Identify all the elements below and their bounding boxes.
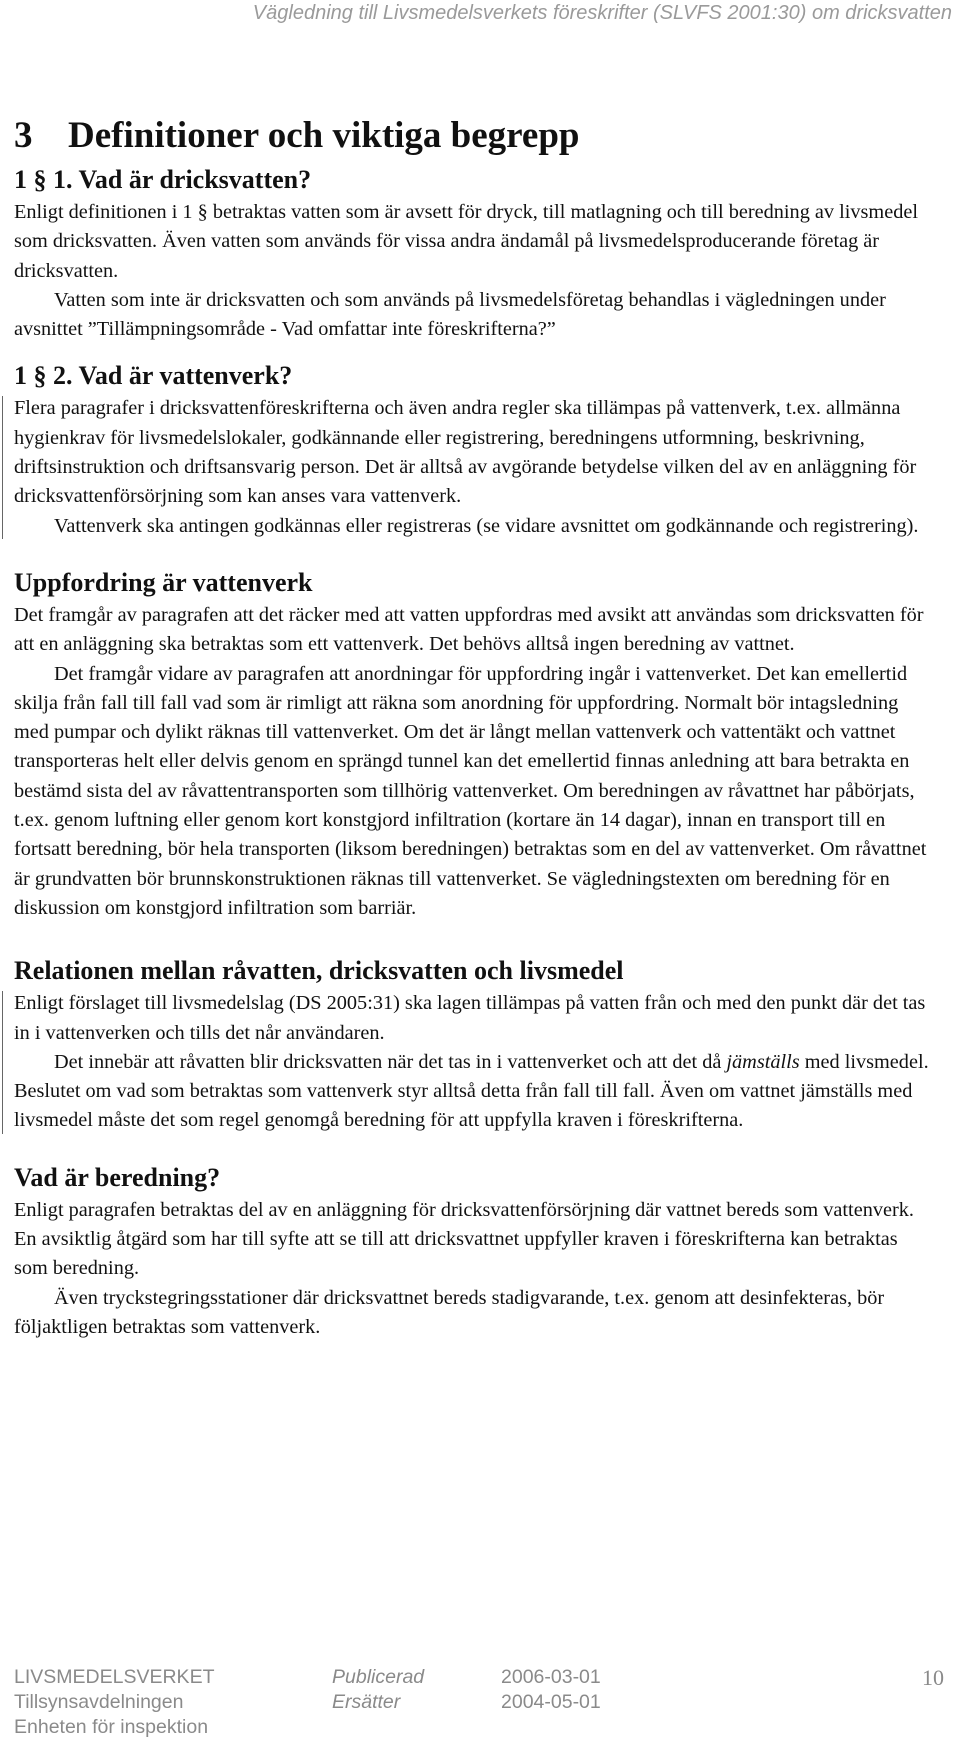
section-heading: Vad är beredning? (14, 1162, 221, 1192)
section-heading: 1 § 1. Vad är dricksvatten? (14, 165, 312, 194)
published-label: Publicerad (332, 1666, 425, 1688)
paragraph: Även tryckstegringsstationer där dricksvattnet bereds stadigvarande, t.ex. genom att desinfekteras, bör följaktligen betraktas som vattenverk. (14, 1286, 885, 1338)
chapter-title-text: Definitioner och viktiga begrepp (68, 115, 580, 156)
chapter-number: 3 (14, 115, 33, 156)
replaces-date: 2004-05-01 (501, 1691, 601, 1713)
paragraph: Det framgår vidare av paragrafen att anordningar för uppfordring ingår i vattenverket. Det kan emellertid skilja från fall till fall vad som är rimligt att räkna som anordning för uppfordring. Normalt bör intagsledning med pumpar och dylikt räknas till vattenverket. Om det är långt mellan vattenverk och vattentäkt och vattnet transporteras helt eller delvis genom en sprängd tunnel kan det emellertid finnas anledning att bara betrakta en bestämd sista del av råvattentransporten som tillhörig vattenverket. Om beredningen av råvattnet har påbörjats, t.ex. genom luftning eller genom kort konstgjord infiltration (kortare än 14 dagar), innan en transport till en fortsatt beredning, bör hela transporten (liksom beredningen) betraktas som en del av vattenverket. Om råvattnet är grundvatten bör brunnskonstruktionen räknas till vattenverket. Se vägledningstexten om beredning för en diskussion om konstgjord infiltration som barriär. (14, 662, 927, 919)
footer-org-line: LIVSMEDELSVERKET (14, 1666, 215, 1688)
paragraph: Flera paragrafer i dricksvattenföreskrifterna och även andra regler ska tillämpas på vattenverk, t.ex. allmänna hygienkrav för livsmedelslokaler, godkännande eller registrering, beredningens utformning, beskrivning, driftsinstruktion och driftsansvarig person. Det är alltså av avgörande betydelse vilken del av en anläggning för dricksvattenförsörjning som kan anses vara vattenverk. (14, 397, 917, 508)
paragraph: Enligt förslaget till livsmedelslag (DS 2005:31) ska lagen tillämpas på vatten från och med den punkt där det tas in i vattenverken och tills det når användaren. (14, 992, 926, 1044)
published-date: 2006-03-01 (501, 1666, 601, 1688)
paragraph: Enligt paragrafen betraktas del av en anläggning för dricksvattenförsörjning där vattnet bereds som vattenverk. En avsiktlig åtgärd som har till syfte att se till att dricksvattnet uppfyller kraven i föreskrifterna kan betraktas som beredning. (14, 1198, 914, 1280)
paragraph: Vatten som inte är dricksvatten och som används på livsmedelsföretag behandlas i vägledningen under avsnittet ”Tillämpningsområde - Vad omfattar inte föreskrifterna?” (14, 288, 886, 341)
footer-dates (501, 1665, 601, 1715)
section-treatment (14, 1160, 932, 1342)
section-heading: Relationen mellan råvatten, dricksvatten och livsmedel (14, 956, 624, 986)
emphasis-text: jämställs (726, 1050, 800, 1073)
footer-labels (332, 1665, 424, 1715)
replaces-label: Ersätter (332, 1691, 401, 1713)
section-heading: Uppfordring är vattenverk (14, 567, 313, 597)
document-body (14, 110, 932, 1342)
section-heading: 1 § 2. Vad är vattenverk? (14, 361, 293, 391)
footer-org-line: Enheten för inspektion (14, 1716, 209, 1738)
footer-org-line: Tillsynsavdelningen (14, 1691, 184, 1713)
section-pumping (14, 565, 932, 923)
page-number: 10 (922, 1665, 944, 1690)
footer-organization (14, 1665, 214, 1740)
paragraph: Enligt definitionen i 1 § betraktas vatten som är avsett för dryck, till matlagning och till beredning av livsmedel som dricksvatten. Även vatten som används för vissa andra ändamål på livsmedelsproducerande företag är dricksvatten. (14, 201, 918, 282)
paragraph (14, 1048, 932, 1136)
section-relation (14, 989, 932, 1135)
paragraph: Det framgår av paragrafen att det räcker med att vatten uppfordras med avsikt att användas som dricksvatten för att en anläggning ska betraktas som ett vattenverk. Det behövs alltså ingen beredning av vattnet. (14, 603, 924, 656)
section-waterworks (14, 394, 932, 540)
paragraph-text: med livsmedel. Beslutet om vad som betraktas som vattenverk styr alltså detta från fall till fall. Även om vattnet jämställs med livsmedel måste det som regel genomgå beredning för att uppfylla kraven i föreskrifterna. (14, 1050, 929, 1132)
paragraph-text: Det innebär att råvatten blir dricksvatten när det tas in i vattenverket och att det då (54, 1050, 727, 1073)
paragraph: Vattenverk ska antingen godkännas eller registreras (se vidare avsnittet om godkännande och registrering). (54, 514, 919, 537)
chapter-title (14, 110, 932, 162)
section-drinking-water (14, 162, 932, 344)
running-header: Vägledning till Livsmedelsverkets föreskrifter (SLVFS 2001:30) om dricksvatten (252, 2, 952, 24)
